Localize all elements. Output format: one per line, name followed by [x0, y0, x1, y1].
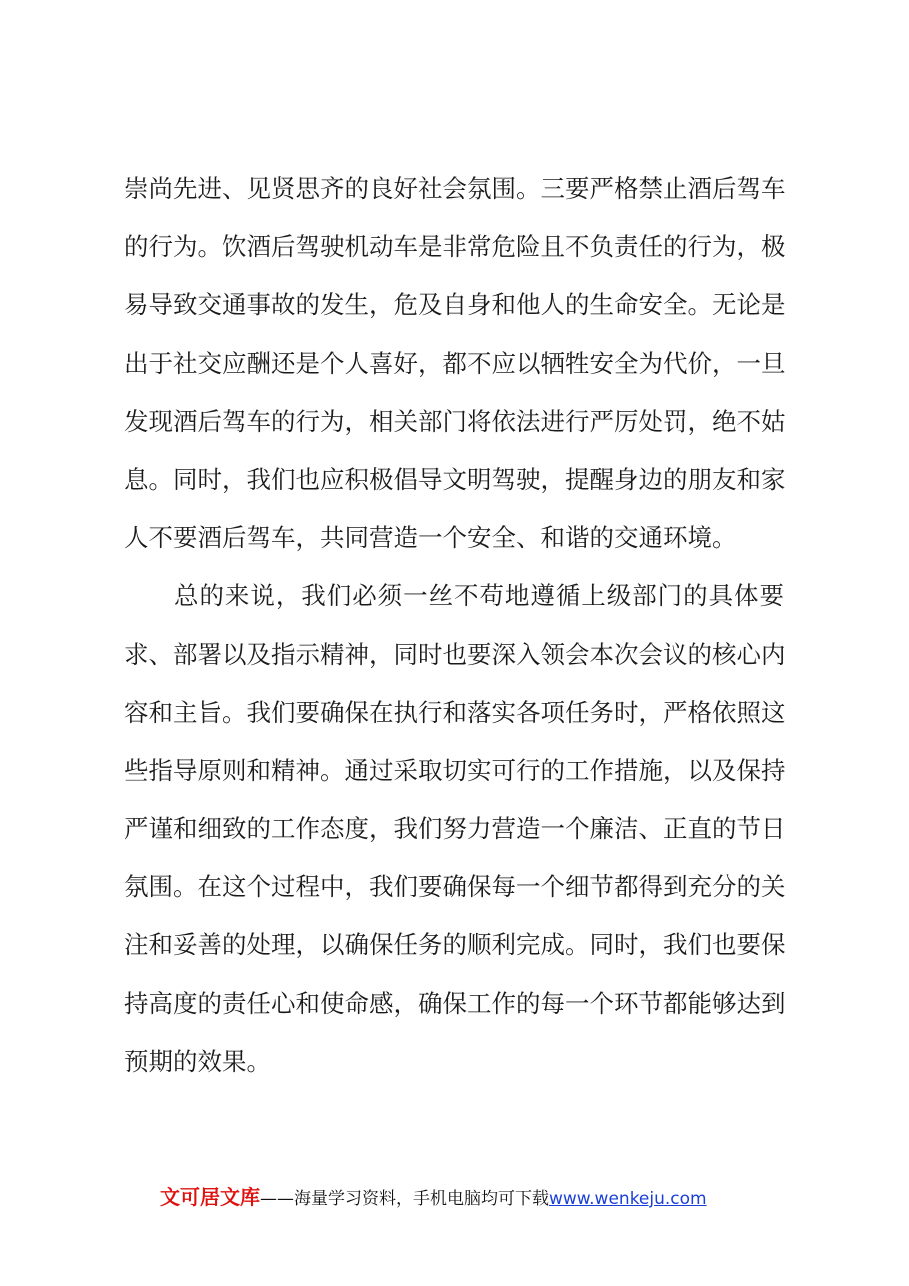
paragraph-1: [124, 160, 784, 567]
paragraph-line: 些指导原则和精神。通过采取切实可行的工作措施，以及保持: [124, 755, 786, 785]
paragraph-line: 氛围。在这个过程中，我们要确保每一个细节都得到充分的关: [124, 872, 786, 902]
footer-website-link[interactable]: www.wenkeju.com: [549, 1189, 707, 1209]
paragraph-2: [124, 567, 784, 1091]
document-body: [124, 160, 784, 1091]
paragraph-line: 求、部署以及指示精神，同时也要深入领会本次会议的核心内: [124, 639, 786, 669]
paragraph-line: 容和主旨。我们要确保在执行和落实各项任务时，严格依照这: [124, 697, 786, 727]
paragraph-line: 发现酒后驾车的行为，相关部门将依法进行严厉处罚，绝不姑: [124, 406, 786, 436]
paragraph-line: 总的来说，我们必须一丝不苟地遵循上级部门的具体要: [174, 581, 784, 611]
paragraph-line: 人不要酒后驾车，共同营造一个安全、和谐的交通环境。: [124, 523, 737, 553]
paragraph-line: 注和妥善的处理，以确保任务的顺利完成。同时，我们也要保: [124, 930, 786, 960]
paragraph-line: 持高度的责任心和使命感，确保工作的每一个环节都能够达到: [124, 988, 786, 1018]
paragraph-line: 出于社交应酬还是个人喜好，都不应以牺牲安全为代价，一旦: [124, 348, 786, 378]
paragraph-line: 预期的效果。: [124, 1046, 271, 1076]
paragraph-line: 的行为。饮酒后驾驶机动车是非常危险且不负责任的行为，极: [124, 232, 786, 262]
paragraph-line: 崇尚先进、见贤思齐的良好社会氛围。三要严格禁止酒后驾车: [124, 174, 786, 203]
footer-slogan: ——海量学习资料，手机电脑均可下载: [260, 1189, 549, 1209]
paragraph-line: 息。同时，我们也应积极倡导文明驾驶，提醒身边的朋友和家: [124, 464, 786, 494]
page-footer: [160, 1182, 800, 1212]
paragraph-line: 易导致交通事故的发生，危及自身和他人的生命安全。无论是: [124, 290, 786, 320]
paragraph-line: 严谨和细致的工作态度，我们努力营造一个廉洁、正直的节日: [124, 814, 786, 844]
footer-brand: 文可居文库: [160, 1185, 260, 1209]
